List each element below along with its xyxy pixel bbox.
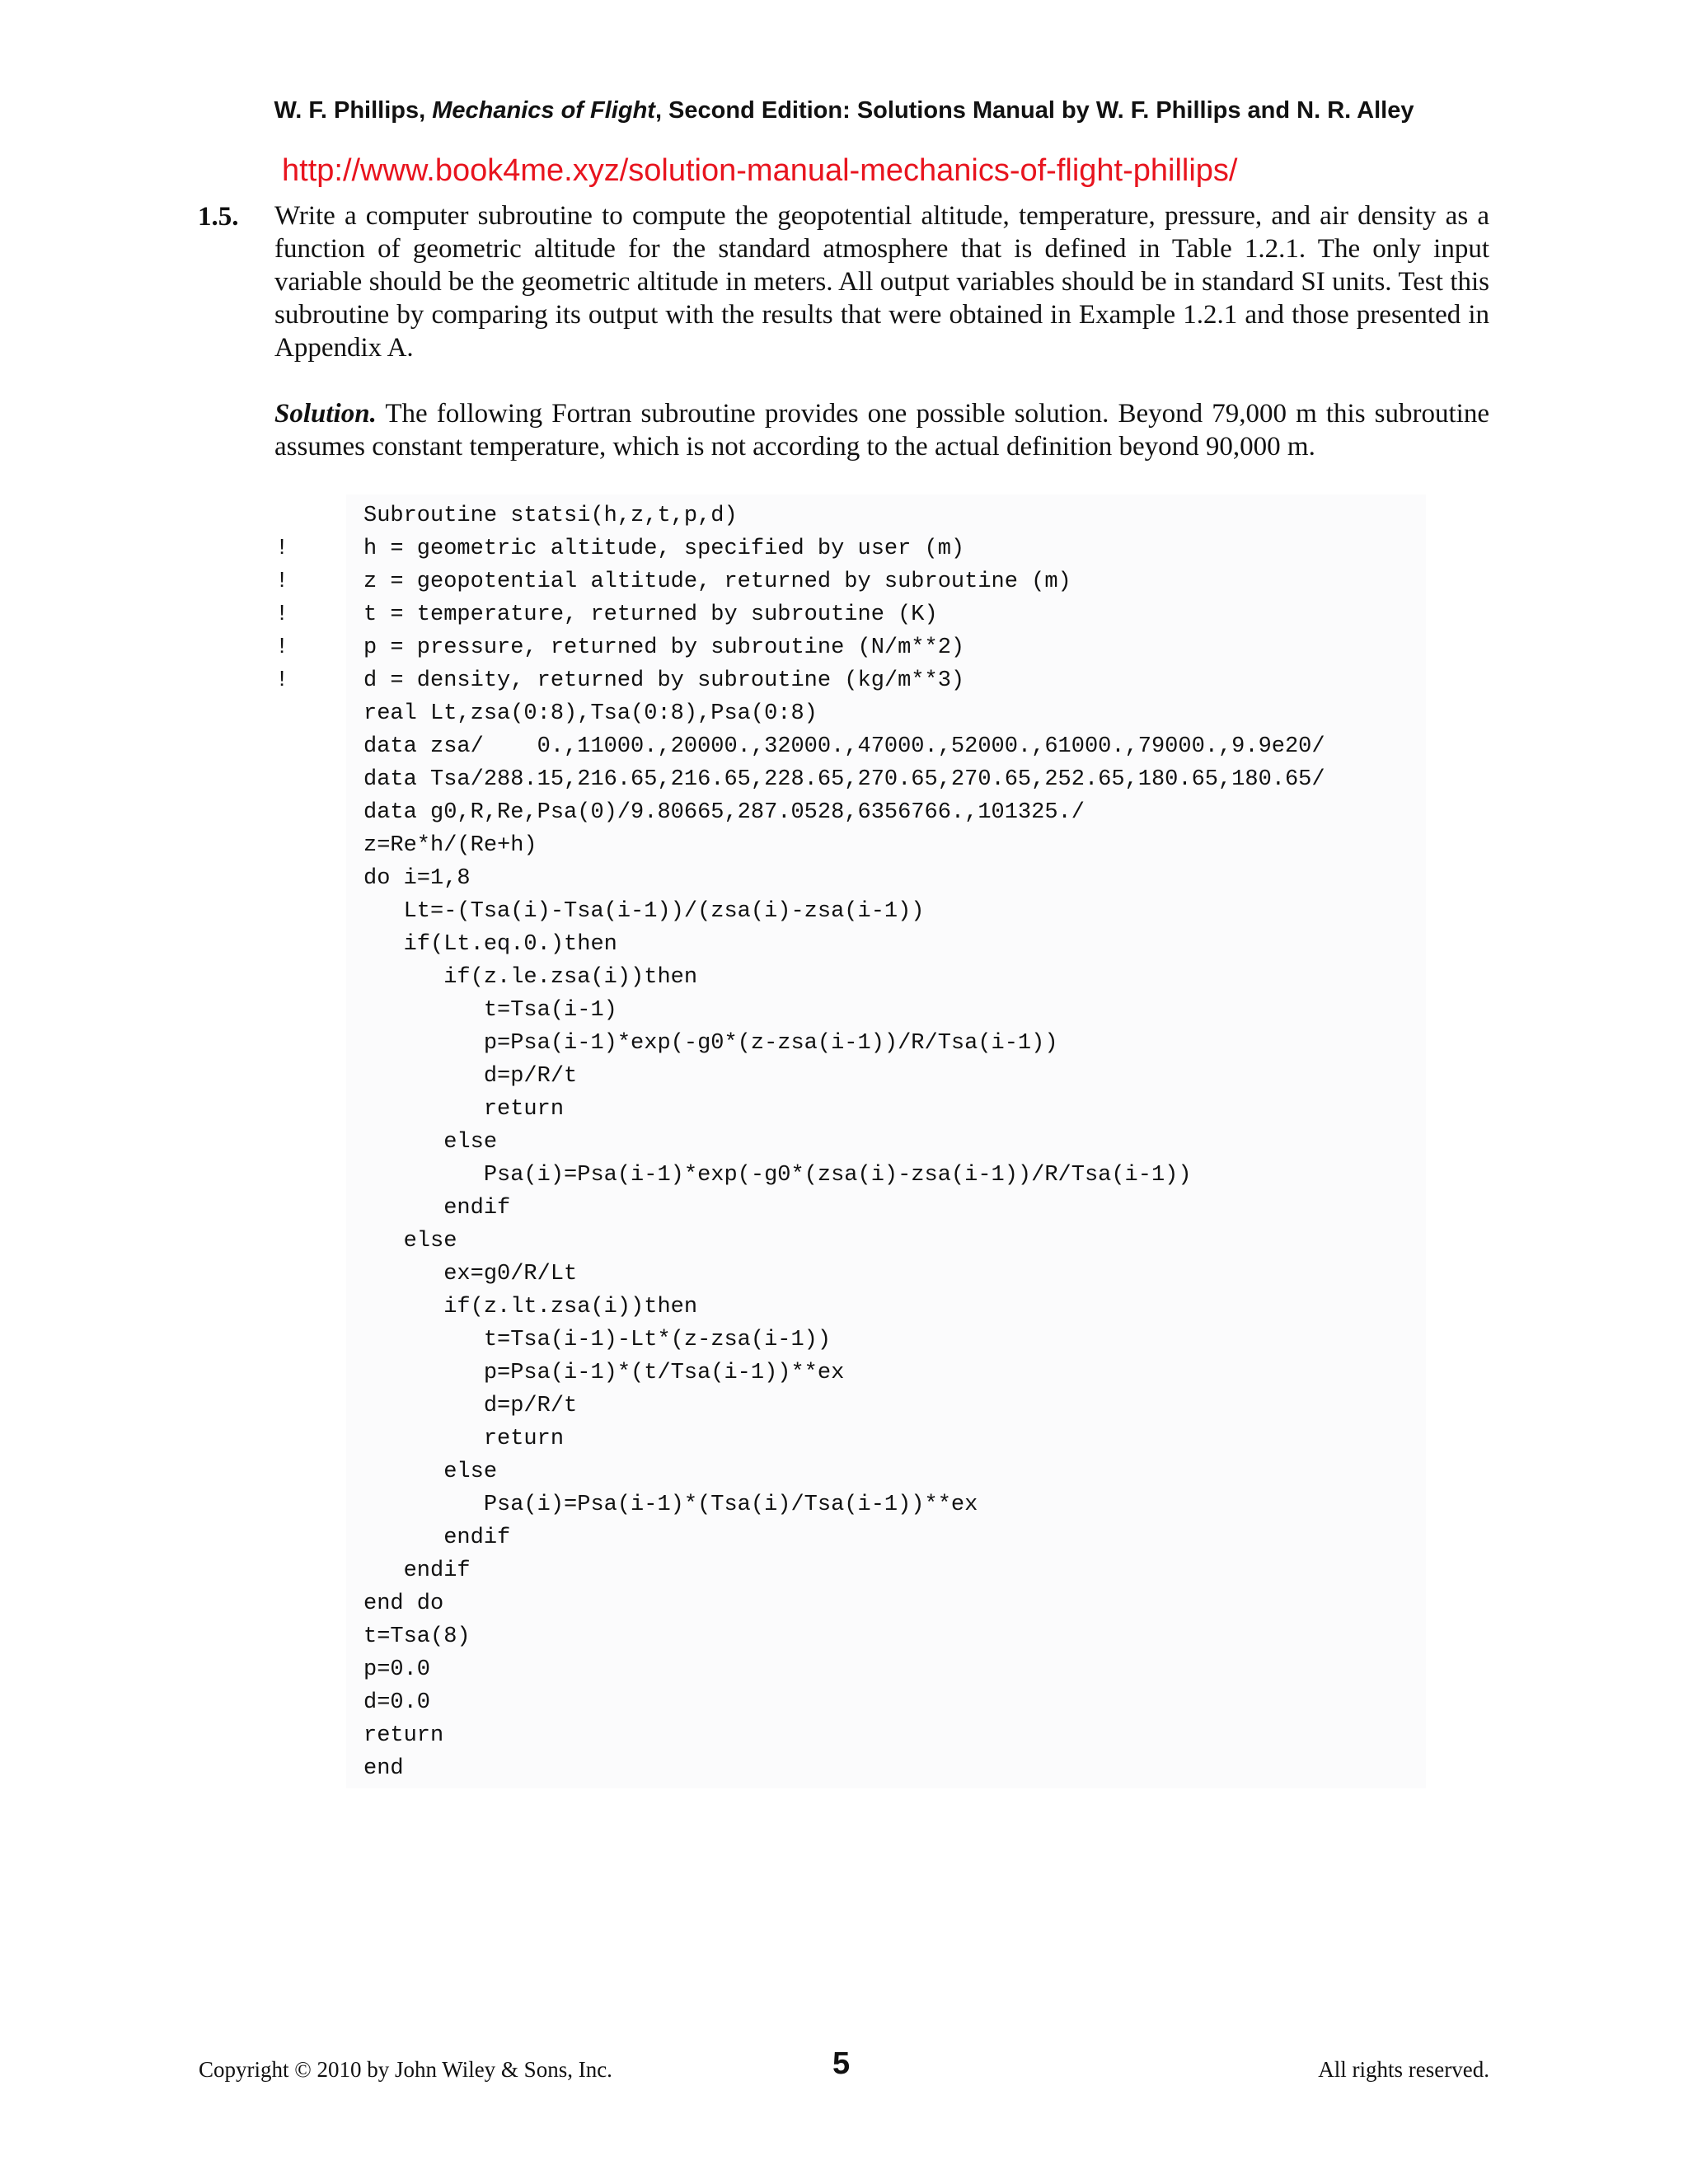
comment-marker — [275, 862, 288, 895]
header-book-title: Mechanics of Flight — [432, 97, 655, 124]
comment-marker — [275, 1159, 288, 1192]
code-line: real Lt,zsa(0:8),Tsa(0:8),Psa(0:8) — [363, 701, 818, 726]
comment-marker — [275, 1324, 288, 1357]
code-line: if(Lt.eq.0.)then — [363, 932, 617, 957]
code-line: do i=1,8 — [363, 866, 471, 891]
code-line: if(z.lt.zsa(i))then — [363, 1295, 698, 1319]
code-line: t = temperature, returned by subroutine (K) — [363, 602, 938, 627]
code-line: t=Tsa(i-1) — [363, 998, 617, 1023]
comment-marker — [275, 1225, 288, 1258]
problem-statement: Write a computer subroutine to compute the geopotential altitude, temperature, pressure, and air density as a function of geometric altitude for the standard atmosphere that is defined in Table 1.2.1. The only input variable should be the geometric altitude in meters. All output variables should be in standard SI units. Test this subroutine by comparing its output with the results that were obtained in Example 1.2.1 and those presented in Appendix A. — [274, 201, 1489, 363]
comment-marker — [275, 1060, 288, 1093]
code-line: if(z.le.zsa(i))then — [363, 965, 698, 990]
code-comment-markers — [275, 499, 288, 1785]
comment-marker — [275, 1620, 288, 1653]
code-line: d=p/R/t — [363, 1394, 578, 1418]
code-line: else — [363, 1130, 498, 1155]
fortran-code-block — [363, 499, 1325, 1785]
comment-marker — [275, 1488, 288, 1521]
code-line: endif — [363, 1558, 471, 1583]
comment-marker — [275, 1126, 288, 1159]
code-line: t=Tsa(i-1)-Lt*(z-zsa(i-1)) — [363, 1328, 832, 1352]
comment-marker — [275, 1554, 288, 1587]
comment-marker — [275, 1192, 288, 1225]
page-number: 5 — [832, 2046, 851, 2081]
code-line: data zsa/ 0.,11000.,20000.,32000.,47000.,52000.,61000.,79000.,9.9e20/ — [363, 734, 1325, 759]
code-line: d = density, returned by subroutine (kg/m**3) — [363, 668, 965, 693]
comment-marker — [275, 499, 288, 532]
comment-marker — [275, 1258, 288, 1291]
source-url-link[interactable]: http://www.book4me.xyz/solution-manual-mechanics-of-flight-phillips/ — [282, 153, 1238, 188]
comment-marker — [275, 1455, 288, 1488]
code-line: return — [363, 1427, 565, 1451]
comment-marker: ! — [275, 602, 289, 627]
code-line: endif — [363, 1526, 511, 1550]
code-line: h = geometric altitude, specified by user (m) — [363, 537, 965, 561]
code-line: z = geopotential altitude, returned by subroutine (m) — [363, 569, 1071, 594]
code-line: return — [363, 1097, 565, 1122]
comment-marker: ! — [275, 569, 289, 594]
solution-label: Solution. — [274, 399, 377, 429]
code-line: t=Tsa(8) — [363, 1624, 471, 1649]
comment-marker — [275, 1291, 288, 1324]
problem-number: 1.5. — [198, 202, 239, 232]
comment-marker — [275, 1719, 288, 1752]
comment-marker — [275, 1027, 288, 1060]
comment-marker — [275, 829, 288, 862]
code-line: else — [363, 1229, 457, 1254]
comment-marker — [275, 895, 288, 928]
code-line: return — [363, 1723, 444, 1748]
header-author: W. F. Phillips, — [274, 97, 433, 124]
code-line: Psa(i)=Psa(i-1)*exp(-g0*(zsa(i)-zsa(i-1))/R/Tsa(i-1)) — [363, 1163, 1192, 1188]
comment-marker — [275, 763, 288, 796]
code-line: Lt=-(Tsa(i)-Tsa(i-1))/(zsa(i)-zsa(i-1)) — [363, 899, 925, 924]
footer-rights: All rights reserved. — [1318, 2057, 1489, 2082]
comment-marker: ! — [275, 635, 289, 660]
code-line: Subroutine statsi(h,z,t,p,d) — [363, 504, 738, 528]
code-line: end — [363, 1756, 404, 1781]
running-header — [0, 97, 1688, 124]
code-line: else — [363, 1460, 498, 1484]
code-line: data Tsa/288.15,216.65,216.65,228.65,270.65,270.65,252.65,180.65,180.65/ — [363, 767, 1325, 792]
comment-marker — [275, 796, 288, 829]
comment-marker — [275, 961, 288, 994]
comment-marker — [275, 1422, 288, 1455]
footer-copyright: Copyright © 2010 by John Wiley & Sons, Inc. — [199, 2057, 612, 2082]
code-line: p=0.0 — [363, 1657, 431, 1682]
code-line: p = pressure, returned by subroutine (N/m**2) — [363, 635, 965, 660]
comment-marker — [275, 1390, 288, 1422]
comment-marker — [275, 1587, 288, 1620]
solution-paragraph — [274, 397, 1489, 463]
solution-body: The following Fortran subroutine provides one possible solution. Beyond 79,000 m this subroutine assumes constant temperature, which is not according to the actual definition beyond 90,000 m. — [274, 399, 1489, 462]
comment-marker — [275, 1093, 288, 1126]
code-line: end do — [363, 1591, 444, 1616]
code-line: Psa(i)=Psa(i-1)*(Tsa(i)/Tsa(i-1))**ex — [363, 1493, 978, 1517]
comment-marker — [275, 730, 288, 763]
code-line: p=Psa(i-1)*exp(-g0*(z-zsa(i-1))/R/Tsa(i-1)) — [363, 1031, 1058, 1056]
comment-marker — [275, 994, 288, 1027]
code-line: d=p/R/t — [363, 1064, 578, 1089]
comment-marker — [275, 1521, 288, 1554]
comment-marker — [275, 1653, 288, 1686]
code-line: ex=g0/R/Lt — [363, 1262, 578, 1286]
comment-marker — [275, 1357, 288, 1390]
header-suffix: , Second Edition: Solutions Manual by W. F. Phillips and N. R. Alley — [654, 97, 1414, 124]
comment-marker: ! — [275, 668, 289, 693]
code-line: endif — [363, 1196, 511, 1221]
comment-marker — [275, 1752, 288, 1785]
code-line: z=Re*h/(Re+h) — [363, 833, 537, 858]
code-line: data g0,R,Re,Psa(0)/9.80665,287.0528,6356766.,101325./ — [363, 800, 1085, 825]
comment-marker — [275, 697, 288, 730]
comment-marker — [275, 1686, 288, 1719]
code-line: p=Psa(i-1)*(t/Tsa(i-1))**ex — [363, 1361, 845, 1385]
code-line: d=0.0 — [363, 1690, 431, 1715]
comment-marker — [275, 928, 288, 961]
comment-marker: ! — [275, 537, 289, 561]
